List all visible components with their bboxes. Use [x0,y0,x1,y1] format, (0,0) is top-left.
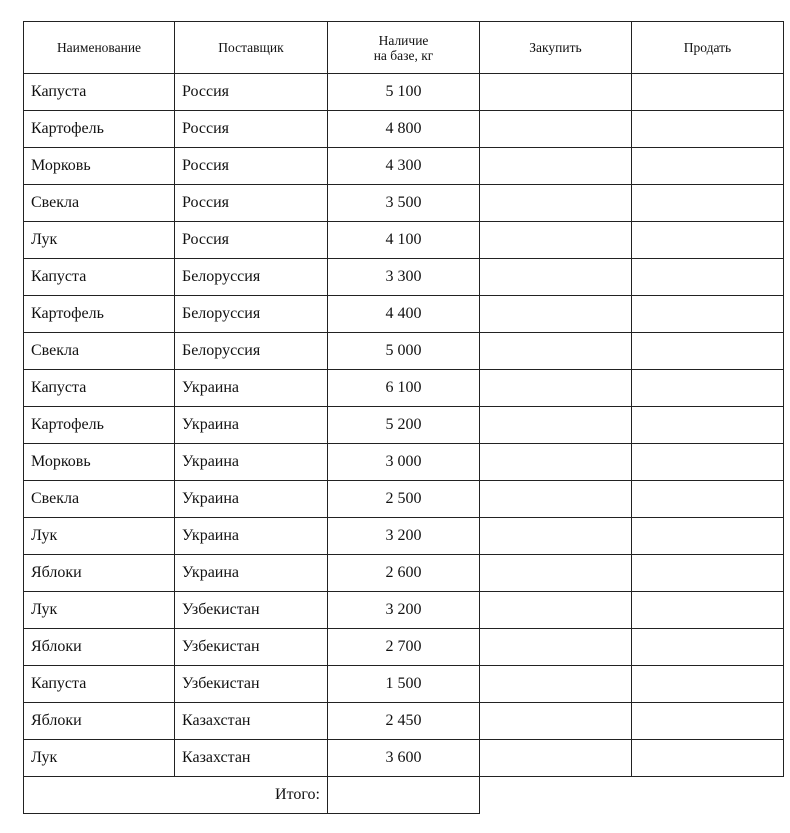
buy-cell[interactable] [480,740,632,777]
supplier-cell: Россия [175,148,328,185]
stock-qty-cell: 3 200 [328,592,480,629]
product-name-cell: Лук [24,518,175,555]
sell-cell[interactable] [632,148,784,185]
stock-qty-cell: 2 450 [328,703,480,740]
buy-cell[interactable] [480,629,632,666]
stock-qty-cell: 2 500 [328,481,480,518]
product-name-cell: Яблоки [24,629,175,666]
empty-footer-cell [632,777,784,814]
header-stock-line1: Наличие [378,32,429,48]
supplier-cell: Россия [175,222,328,259]
table-row [24,296,784,333]
product-name-cell: Лук [24,592,175,629]
product-name-cell: Яблоки [24,555,175,592]
total-value-cell[interactable] [328,777,480,814]
table-row [24,407,784,444]
buy-cell[interactable] [480,333,632,370]
product-name-cell: Морковь [24,148,175,185]
stock-qty-cell: 5 000 [328,333,480,370]
table-row [24,148,784,185]
supplier-cell: Узбекистан [175,629,328,666]
supplier-cell: Украина [175,555,328,592]
sell-cell[interactable] [632,592,784,629]
stock-qty-cell: 3 000 [328,444,480,481]
stock-qty-cell: 3 200 [328,518,480,555]
supplier-cell: Россия [175,185,328,222]
stock-qty-cell: 4 400 [328,296,480,333]
header-stock [328,22,480,74]
empty-footer-cell [480,777,632,814]
sell-cell[interactable] [632,740,784,777]
header-name: Наименование [24,22,175,74]
table-row [24,259,784,296]
stock-qty-cell: 3 500 [328,185,480,222]
buy-cell[interactable] [480,222,632,259]
sell-cell[interactable] [632,259,784,296]
sell-cell[interactable] [632,555,784,592]
table-row [24,370,784,407]
buy-cell[interactable] [480,370,632,407]
sell-cell[interactable] [632,407,784,444]
supplier-cell: Белоруссия [175,296,328,333]
sell-cell[interactable] [632,444,784,481]
buy-cell[interactable] [480,407,632,444]
product-name-cell: Картофель [24,111,175,148]
stock-qty-cell: 2 600 [328,555,480,592]
supplier-cell: Россия [175,74,328,111]
sell-cell[interactable] [632,222,784,259]
supplier-cell: Узбекистан [175,666,328,703]
product-name-cell: Свекла [24,185,175,222]
supplier-cell: Украина [175,518,328,555]
sell-cell[interactable] [632,518,784,555]
buy-cell[interactable] [480,185,632,222]
table-row [24,703,784,740]
buy-cell[interactable] [480,444,632,481]
inventory-table [23,21,784,814]
stock-qty-cell: 5 200 [328,407,480,444]
table-row [24,74,784,111]
sell-cell[interactable] [632,666,784,703]
sell-cell[interactable] [632,333,784,370]
product-name-cell: Картофель [24,407,175,444]
supplier-cell: Украина [175,407,328,444]
buy-cell[interactable] [480,703,632,740]
buy-cell[interactable] [480,111,632,148]
table-row [24,592,784,629]
stock-qty-cell: 6 100 [328,370,480,407]
buy-cell[interactable] [480,74,632,111]
table-row [24,481,784,518]
supplier-cell: Белоруссия [175,333,328,370]
buy-cell[interactable] [480,592,632,629]
buy-cell[interactable] [480,259,632,296]
supplier-cell: Белоруссия [175,259,328,296]
sell-cell[interactable] [632,296,784,333]
supplier-cell: Украина [175,370,328,407]
supplier-cell: Казахстан [175,703,328,740]
stock-qty-cell: 4 800 [328,111,480,148]
sell-cell[interactable] [632,185,784,222]
table-row [24,333,784,370]
table-row [24,444,784,481]
product-name-cell: Капуста [24,370,175,407]
supplier-cell: Украина [175,444,328,481]
buy-cell[interactable] [480,148,632,185]
product-name-cell: Свекла [24,333,175,370]
table-row [24,111,784,148]
header-supplier: Поставщик [175,22,328,74]
buy-cell[interactable] [480,555,632,592]
table-row [24,185,784,222]
product-name-cell: Капуста [24,666,175,703]
product-name-cell: Морковь [24,444,175,481]
table-row [24,518,784,555]
supplier-cell: Россия [175,111,328,148]
sell-cell[interactable] [632,629,784,666]
product-name-cell: Яблоки [24,703,175,740]
total-label: Итого: [24,777,328,814]
product-name-cell: Лук [24,740,175,777]
sell-cell[interactable] [632,703,784,740]
table-row [24,666,784,703]
supplier-cell: Украина [175,481,328,518]
header-sell: Продать [632,22,784,74]
supplier-cell: Казахстан [175,740,328,777]
total-row [24,777,784,814]
stock-qty-cell: 4 300 [328,148,480,185]
table-row [24,555,784,592]
product-name-cell: Капуста [24,74,175,111]
product-name-cell: Лук [24,222,175,259]
stock-qty-cell: 3 300 [328,259,480,296]
inventory-table-container [23,21,784,814]
stock-qty-cell: 3 600 [328,740,480,777]
product-name-cell: Свекла [24,481,175,518]
buy-cell[interactable] [480,481,632,518]
header-row [24,22,784,74]
table-row [24,740,784,777]
sell-cell[interactable] [632,370,784,407]
supplier-cell: Узбекистан [175,592,328,629]
product-name-cell: Капуста [24,259,175,296]
stock-qty-cell: 4 100 [328,222,480,259]
buy-cell[interactable] [480,666,632,703]
table-row [24,629,784,666]
buy-cell[interactable] [480,518,632,555]
stock-qty-cell: 1 500 [328,666,480,703]
header-stock-line2: на базе, кг [373,47,434,63]
stock-qty-cell: 2 700 [328,629,480,666]
header-buy: Закупить [480,22,632,74]
product-name-cell: Картофель [24,296,175,333]
buy-cell[interactable] [480,296,632,333]
stock-qty-cell: 5 100 [328,74,480,111]
sell-cell[interactable] [632,74,784,111]
sell-cell[interactable] [632,111,784,148]
table-row [24,222,784,259]
sell-cell[interactable] [632,481,784,518]
